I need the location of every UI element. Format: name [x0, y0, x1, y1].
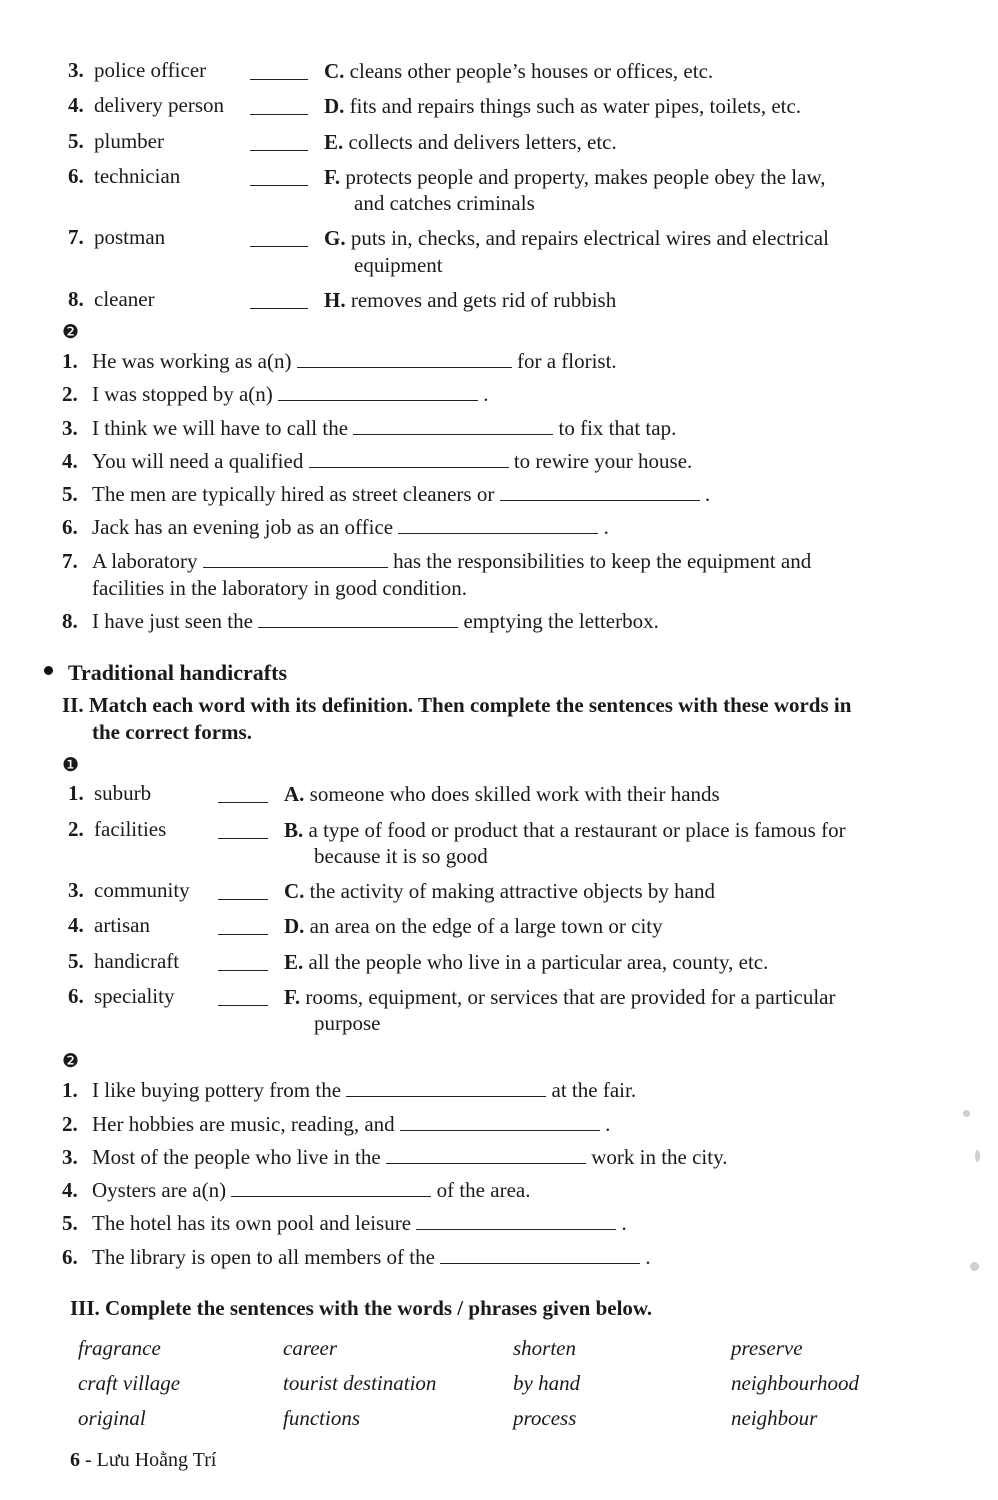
matching-definition — [284, 781, 998, 807]
item-word: speciality — [94, 983, 175, 1008]
gapfill-sentence — [0, 415, 998, 442]
sentence-post: . — [483, 382, 489, 407]
definition-letter: C. — [324, 59, 345, 83]
sentence-body — [92, 1177, 998, 1204]
matching-left-item — [0, 878, 218, 903]
item-number: 5. — [68, 128, 84, 153]
sentence-pre: Her hobbies are music, reading, and — [92, 1111, 395, 1136]
matching-row — [0, 58, 998, 84]
gapfill-sentence — [0, 608, 998, 635]
word-bank-item[interactable]: neighbour — [731, 1406, 818, 1431]
item-word: delivery person — [94, 93, 225, 118]
sentence-post: work in the city. — [591, 1144, 728, 1169]
section-title-text: Traditional handicrafts — [68, 659, 288, 685]
word-bank-item[interactable]: functions — [283, 1406, 360, 1431]
definition-letter: F. — [324, 164, 341, 189]
sentence-pre: Jack has an evening job as an office — [92, 515, 394, 540]
matching-definition — [324, 164, 998, 217]
definition-text-cont: purpose — [314, 1011, 381, 1036]
matching-row — [0, 949, 998, 975]
sentence-number: 6. — [62, 1244, 78, 1269]
definition-text-cont: equipment — [354, 252, 443, 277]
subsection-marker-one: ❶ — [62, 754, 80, 777]
definition-letter: H. — [324, 287, 346, 312]
sentence-number: 5. — [62, 1211, 78, 1236]
item-word: police officer — [94, 58, 207, 82]
gapfill-sentence — [0, 381, 998, 408]
definition-text: cleans other people’s houses or offices, etc. — [349, 59, 714, 83]
sentence-number: 1. — [62, 1078, 78, 1103]
matching-left-item — [0, 781, 218, 806]
definition-letter: D. — [324, 94, 345, 119]
sentence-post: at the fair. — [551, 1078, 637, 1103]
scan-speck — [975, 1150, 980, 1162]
matching-left-item — [0, 913, 218, 938]
answer-blank[interactable] — [258, 611, 458, 628]
answer-blank[interactable] — [250, 229, 308, 247]
definition-text: all the people who live in a particular area, county, etc. — [308, 949, 769, 974]
word-bank-item[interactable]: preserve — [731, 1336, 803, 1361]
matching-block-handicrafts — [0, 781, 998, 1036]
item-number: 8. — [68, 286, 84, 311]
gapfill-sentence — [0, 481, 998, 508]
definition-letter: F. — [284, 984, 301, 1009]
item-word: community — [94, 878, 190, 903]
sentence-body — [92, 1144, 998, 1171]
instruction-exercise-two — [0, 692, 998, 747]
gapfill-sentence — [0, 1177, 998, 1204]
matching-row — [0, 225, 998, 278]
footer-author: - Lưu Hoằng Trí — [85, 1449, 217, 1471]
sentence-body — [92, 348, 998, 375]
matching-row — [0, 817, 998, 870]
sentence-post: has the responsibilities to keep the equipment and — [393, 548, 812, 573]
definition-text: puts in, checks, and repairs electrical wires and electrical — [350, 226, 829, 251]
answer-blank[interactable] — [203, 551, 388, 568]
sentence-number: 6. — [62, 515, 78, 540]
sentence-pre: Oysters are a(n) — [92, 1178, 227, 1203]
definition-letter: E. — [284, 949, 304, 974]
sentence-number: 4. — [62, 448, 78, 473]
gapfill-list-jobs — [0, 348, 998, 636]
instruction-exercise-three: III. Complete the sentences with the words / phrases given below. — [70, 1296, 653, 1321]
item-word: handicraft — [94, 948, 180, 973]
item-number: 2. — [68, 816, 84, 841]
sentence-number: 1. — [62, 349, 78, 373]
matching-row — [0, 878, 998, 904]
item-number: 3. — [68, 878, 84, 903]
sentence-cont: facilities in the laboratory in good condition. — [92, 576, 467, 601]
item-word: artisan — [94, 913, 150, 938]
item-number: 4. — [68, 913, 84, 938]
gapfill-list-handicrafts — [0, 1077, 998, 1271]
matching-row — [0, 129, 998, 155]
matching-definition — [284, 878, 998, 904]
sentence-pre: The hotel has its own pool and leisure — [92, 1211, 412, 1236]
sentence-number: 8. — [62, 609, 78, 634]
matching-definition — [284, 913, 998, 939]
matching-definition — [284, 817, 998, 870]
item-number: 6. — [68, 983, 84, 1008]
matching-definition — [284, 949, 998, 975]
matching-left-item — [0, 287, 250, 312]
section-title-handicrafts — [0, 660, 998, 686]
item-word: facilities — [94, 816, 167, 841]
sentence-number: 2. — [62, 1111, 78, 1136]
instruction-line-2: the correct forms. — [92, 719, 252, 744]
sentence-body — [92, 514, 998, 541]
matching-row — [0, 93, 998, 119]
gapfill-sentence — [0, 1144, 998, 1171]
definition-text: an area on the edge of a large town or city — [309, 914, 663, 939]
definition-text: someone who does skilled work with their hands — [309, 782, 720, 807]
subsection-marker-two: ❷ — [62, 321, 80, 343]
definition-letter: G. — [324, 226, 346, 251]
word-bank-item[interactable]: neighbourhood — [731, 1371, 859, 1396]
answer-blank[interactable] — [218, 821, 268, 839]
word-bank-item[interactable]: original — [78, 1406, 146, 1431]
sentence-number: 3. — [62, 1144, 78, 1169]
answer-blank[interactable] — [218, 785, 268, 803]
gapfill-sentence — [0, 1210, 998, 1237]
gapfill-sentence — [0, 348, 998, 375]
definition-text: a type of food or product that a restaurant or place is famous for — [308, 817, 846, 842]
answer-blank[interactable] — [250, 62, 308, 80]
matching-definition — [324, 225, 998, 278]
word-bank-item[interactable]: by hand — [513, 1371, 581, 1396]
sentence-post: . — [645, 1244, 651, 1269]
matching-row — [0, 287, 998, 313]
matching-definition — [324, 93, 998, 119]
subsection-marker-two-handicrafts: ❷ — [62, 1050, 80, 1073]
page-number: 6 — [70, 1449, 80, 1471]
definition-letter: B. — [284, 817, 304, 842]
sentence-post: to rewire your house. — [513, 448, 693, 473]
answer-blank[interactable] — [231, 1180, 431, 1197]
matching-definition — [324, 58, 998, 84]
matching-row — [0, 164, 998, 217]
matching-definition — [284, 984, 998, 1037]
matching-block-jobs — [0, 0, 998, 313]
item-word: cleaner — [94, 286, 155, 311]
gapfill-sentence — [0, 548, 998, 603]
item-number: 1. — [68, 781, 84, 806]
definition-text: rooms, equipment, or services that are provided for a particular — [305, 984, 836, 1009]
sentence-body — [92, 548, 998, 603]
sentence-body — [92, 1077, 998, 1104]
matching-left-item — [0, 949, 218, 974]
sentence-body — [92, 381, 998, 408]
word-bank-item[interactable]: process — [513, 1406, 577, 1431]
answer-blank[interactable] — [218, 988, 268, 1006]
answer-blank[interactable] — [218, 953, 268, 971]
sentence-pre: I like buying pottery from the — [92, 1078, 342, 1103]
sentence-post: to fix that tap. — [558, 415, 677, 440]
item-word: postman — [94, 225, 166, 250]
answer-blank[interactable] — [440, 1247, 640, 1264]
answer-blank[interactable] — [346, 1080, 546, 1097]
answer-blank[interactable] — [250, 168, 308, 186]
sentence-pre: I have just seen the — [92, 609, 253, 634]
word-bank-item[interactable]: career — [283, 1336, 338, 1361]
item-number: 3. — [68, 58, 84, 82]
word-bank — [0, 1336, 998, 1431]
answer-blank[interactable] — [400, 1114, 600, 1131]
definition-text-cont: because it is so good — [314, 843, 488, 868]
sentence-body — [92, 415, 998, 442]
sentence-pre: The men are typically hired as street cleaners or — [92, 482, 495, 507]
gapfill-sentence — [0, 448, 998, 475]
matching-left-item — [0, 58, 250, 83]
item-number: 6. — [68, 163, 84, 188]
item-number: 4. — [68, 93, 84, 118]
sentence-post: . — [605, 1111, 611, 1136]
sentence-pre: He was working as a(n) — [92, 349, 292, 373]
item-word: suburb — [94, 781, 152, 806]
answer-blank[interactable] — [398, 517, 598, 534]
instruction-line-1: II. Match each word with its definition. Then complete the sentences with these words in — [62, 692, 852, 717]
matching-left-item — [0, 93, 250, 118]
sentence-pre: I was stopped by a(n) — [92, 382, 273, 407]
matching-left-item — [0, 225, 250, 250]
gapfill-sentence — [0, 514, 998, 541]
matching-definition — [324, 287, 998, 313]
page-footer — [70, 1449, 216, 1472]
sentence-pre: I think we will have to call the — [92, 415, 349, 440]
sentence-number: 5. — [62, 482, 78, 507]
sentence-post: . — [621, 1211, 627, 1236]
sentence-pre: A laboratory — [92, 548, 198, 573]
sentence-body — [92, 1244, 998, 1271]
matching-definition — [324, 129, 998, 155]
answer-blank[interactable] — [250, 97, 308, 115]
sentence-pre: The library is open to all members of the — [92, 1244, 435, 1269]
sentence-post: emptying the letterbox. — [463, 609, 659, 634]
item-number: 5. — [68, 948, 84, 973]
sentence-post: . — [603, 515, 609, 540]
sentence-number: 7. — [62, 548, 78, 573]
definition-text-cont: and catches criminals — [354, 191, 535, 215]
answer-blank[interactable] — [218, 917, 268, 935]
sentence-body — [92, 481, 998, 508]
answer-blank[interactable] — [500, 484, 700, 501]
sentence-body — [92, 448, 998, 475]
sentence-body — [92, 1111, 998, 1138]
matching-left-item — [0, 164, 250, 189]
matching-row — [0, 781, 998, 807]
definition-letter: C. — [284, 879, 305, 904]
scan-speck — [970, 1262, 979, 1271]
item-word: technician — [94, 163, 181, 188]
scan-speck — [963, 1110, 970, 1117]
sentence-pre: You will need a qualified — [92, 448, 304, 473]
item-word: plumber — [94, 128, 164, 153]
answer-blank[interactable] — [218, 882, 268, 900]
sentence-post: of the area. — [436, 1178, 531, 1203]
sentence-number: 3. — [62, 415, 78, 440]
definition-text: fits and repairs things such as water pipes, toilets, etc. — [349, 94, 802, 119]
matching-left-item — [0, 129, 250, 154]
answer-blank[interactable] — [297, 351, 512, 368]
sentence-body — [92, 608, 998, 635]
sentence-post: . — [704, 482, 711, 507]
word-bank-item[interactable]: tourist destination — [283, 1371, 437, 1396]
sentence-pre: Most of the people who live in the — [92, 1144, 381, 1169]
matching-row — [0, 913, 998, 939]
definition-letter: A. — [284, 782, 305, 807]
definition-letter: E. — [324, 129, 344, 154]
item-number: 7. — [68, 225, 84, 250]
definition-letter: D. — [284, 914, 305, 939]
matching-left-item — [0, 984, 218, 1009]
answer-blank[interactable] — [309, 451, 509, 468]
answer-blank[interactable] — [250, 291, 308, 309]
sentence-post: for a florist. — [516, 349, 617, 373]
word-bank-item[interactable]: craft village — [78, 1371, 181, 1396]
definition-text: the activity of making attractive objects by hand — [309, 879, 715, 904]
matching-left-item — [0, 817, 218, 842]
word-bank-item[interactable]: shorten — [513, 1336, 576, 1361]
answer-blank[interactable] — [278, 384, 478, 401]
definition-text: removes and gets rid of rubbish — [350, 287, 617, 312]
definition-text: protects people and property, makes people obey the law, — [345, 164, 826, 189]
matching-row — [0, 984, 998, 1037]
bullet-icon — [44, 666, 53, 675]
sentence-number: 2. — [62, 382, 78, 407]
gapfill-sentence — [0, 1077, 998, 1104]
answer-blank[interactable] — [250, 133, 308, 151]
answer-blank[interactable] — [386, 1147, 586, 1164]
gapfill-sentence — [0, 1111, 998, 1138]
gapfill-sentence — [0, 1244, 998, 1271]
answer-blank[interactable] — [353, 418, 553, 435]
word-bank-item[interactable]: fragrance — [78, 1336, 161, 1361]
definition-text: collects and delivers letters, etc. — [348, 129, 617, 154]
answer-blank[interactable] — [416, 1213, 616, 1230]
sentence-number: 4. — [62, 1178, 78, 1203]
sentence-body — [92, 1210, 998, 1237]
